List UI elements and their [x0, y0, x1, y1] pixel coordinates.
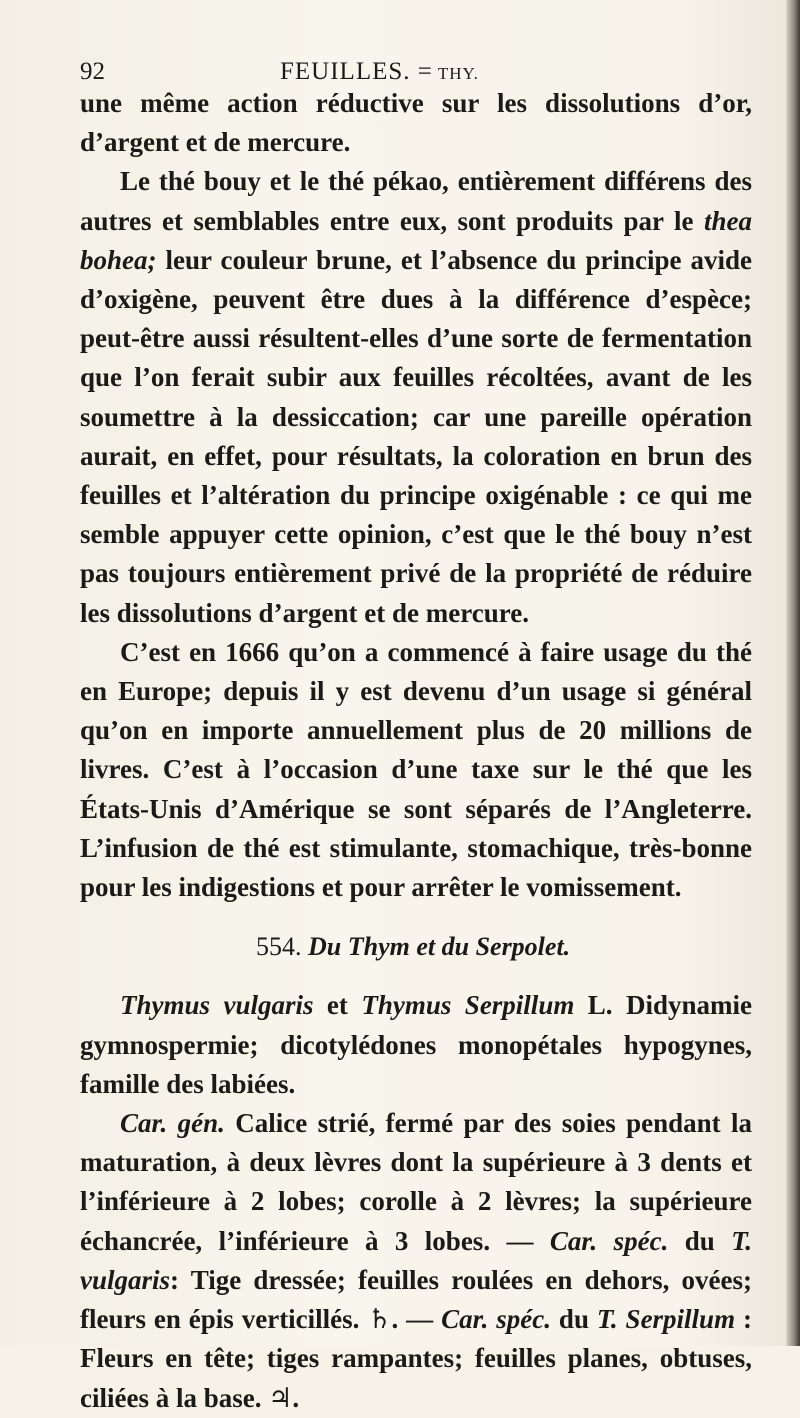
species-name: thea bohea;	[80, 205, 752, 275]
paragraph-history	[80, 633, 752, 907]
character-label: Car. spéc.	[441, 1304, 552, 1335]
paragraph-the-bouy	[80, 162, 752, 632]
species-name: T. vulgaris	[80, 1225, 752, 1295]
running-head-equals: =	[417, 58, 433, 85]
running-head	[280, 58, 479, 86]
species-name: Thymus Serpillum	[361, 990, 575, 1021]
paragraph-text: : Fleurs en tête; tiges rampantes; feuilles planes, obtuses, ciliées à la base. ♃.	[80, 1304, 752, 1413]
paragraph-text: leur couleur brune, et l’absence du principe avide d’oxigène, peuvent être dues à la différence d’espèce; peut-être aussi résultent-elles d’une sorte de fermentation que l’on ferait subir aux feuilles récoltées, avant de les soumettre à la dessiccation; car une pareille opération aurait, en effet, pour résultats, la coloration en brun des feuilles et l’altération du principe oxigénable : ce qui me semble appuyer cette opinion, c’est que le thé bouy n’est pas toujours entièrement privé de la propriété de réduire les dissolutions d’argent et de mercure.	[80, 244, 752, 628]
paragraph-continuation	[80, 84, 752, 162]
paragraph-text: et	[313, 990, 362, 1021]
paragraph-text: Calice strié, fermé par des soies pendant la maturation, à deux lèvres dont la supérieure à 3 dents et l’inférieure à 2 lobes; corolle à 2 lèvres; la supérieure échancrée, l’inférieure à 3 lobes. —	[80, 1108, 753, 1256]
page-edge	[786, 0, 800, 1346]
paragraph-characters	[80, 1104, 752, 1418]
paragraph-taxonomy	[80, 986, 752, 1104]
running-head-main: FEUILLES.	[280, 58, 418, 85]
paragraph-text: du	[551, 1304, 597, 1335]
section-title: Du Thym et du Serpolet.	[308, 932, 571, 962]
species-name: T. Serpillum	[596, 1304, 736, 1335]
section-number: 554.	[256, 932, 308, 962]
character-label: Car. gén.	[120, 1108, 225, 1139]
paragraph-text: C’est en 1666 qu’on a commencé à faire usage du thé en Europe; depuis il y est devenu d’un usage si général qu’on en importe annuellement plus de 20 millions de livres. C’est à l’occasion d’une taxe sur le thé que les États-Unis d’Amérique se sont séparés de l’Angleterre. L’infusion de thé est stimulante, stomachique, très-bonne pour les indigestions et pour arrêter le vomissement.	[80, 636, 752, 903]
body-text	[80, 84, 752, 1418]
species-name: Thymus vulgaris	[120, 990, 314, 1021]
paragraph-text: une même action réductive sur les dissolutions d’or, d’argent et de mercure.	[80, 88, 752, 158]
paragraph-text: L. Didynamie gymnospermie; dicotylédones monopétales hypogynes, famille des labiées.	[80, 990, 752, 1099]
page-number: 92	[80, 58, 105, 85]
running-head-small: THY.	[432, 64, 479, 83]
paragraph-text: : Tige dressée; feuilles roulées en dehors, ovées; fleurs en épis verticillés. ♄. —	[80, 1264, 752, 1335]
character-label: Car. spéc.	[549, 1225, 669, 1256]
paragraph-text: du	[668, 1225, 732, 1256]
section-heading	[80, 927, 752, 966]
paragraph-text: Le thé bouy et le thé pékao, entièrement différens des autres et semblables entre eux, sont produits par le	[80, 166, 752, 236]
